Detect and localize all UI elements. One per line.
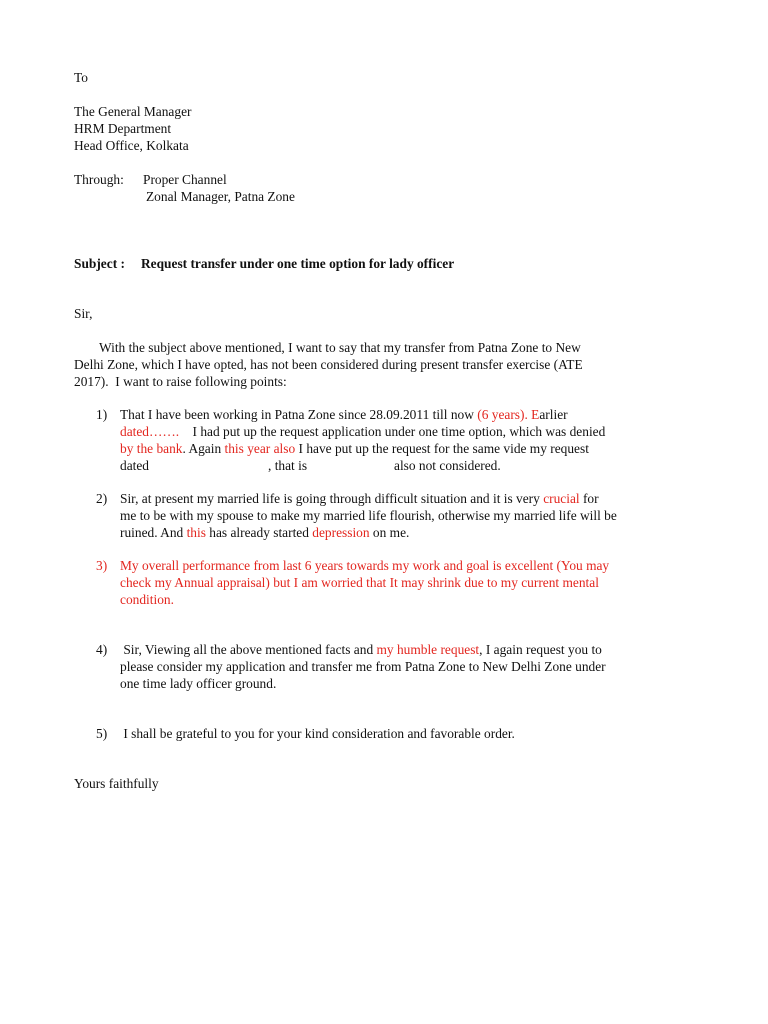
recipient-title: The General Manager bbox=[74, 104, 192, 119]
point-2-line-3 bbox=[120, 524, 409, 541]
text-run: Sir, at present my married life is going through difficult situation and it is very bbox=[120, 491, 544, 506]
point-4-line-2: please consider my application and transfer me from Patna Zone to New Delhi Zone under bbox=[120, 659, 606, 674]
highlight-run: (6 years). E bbox=[477, 407, 540, 422]
closing: Yours faithfully bbox=[74, 776, 159, 791]
highlight-run: my humble request bbox=[376, 642, 480, 657]
text-run: has already started bbox=[205, 525, 313, 540]
text-run: arlier bbox=[539, 407, 568, 422]
recipient-office: Head Office, Kolkata bbox=[74, 138, 189, 153]
subject-label: Subject : bbox=[74, 256, 125, 271]
text-run: That I have been working in Patna Zone since 28.09.2011 till now bbox=[120, 407, 478, 422]
point-1-line-4b: , that is bbox=[268, 458, 308, 473]
to-line: To bbox=[74, 70, 88, 85]
recipient-department: HRM Department bbox=[74, 121, 172, 136]
subject-text: Request transfer under one time option for lady officer bbox=[141, 256, 455, 271]
text-run: I had put up the request application under one time option, which was denied bbox=[179, 424, 606, 439]
point-4-line-3: one time lady officer ground. bbox=[120, 676, 277, 691]
intro-line-3: 2017). I want to raise following points: bbox=[74, 374, 287, 389]
intro-line-1: With the subject above mentioned, I want to say that my transfer from Patna Zone to New bbox=[99, 340, 581, 355]
point-1-line-2 bbox=[120, 423, 605, 440]
text-run: . Again bbox=[182, 441, 225, 456]
salutation: Sir, bbox=[74, 306, 93, 321]
point-3-number: 3) bbox=[96, 558, 108, 573]
highlight-run: this bbox=[186, 525, 206, 540]
point-3-line-1: My overall performance from last 6 years towards my work and goal is excellent (You may bbox=[120, 558, 610, 573]
point-1-line-4a: dated bbox=[120, 458, 149, 473]
text-run: I have put up the request for the same vide my request bbox=[295, 441, 589, 456]
point-1-line-3 bbox=[120, 440, 589, 457]
point-2-line-1 bbox=[120, 490, 599, 507]
through-line2: Zonal Manager, Patna Zone bbox=[146, 189, 295, 204]
text-run: Sir, Viewing all the above mentioned facts and bbox=[120, 642, 377, 657]
point-4-number: 4) bbox=[96, 642, 108, 657]
text-run: on me. bbox=[369, 525, 410, 540]
through-label: Through: bbox=[74, 172, 124, 187]
highlight-run: this year also bbox=[224, 441, 296, 456]
point-3-line-3: condition. bbox=[120, 592, 174, 607]
point-1-number: 1) bbox=[96, 407, 108, 422]
text-run: , I again request you to bbox=[479, 642, 602, 657]
point-5-number: 5) bbox=[96, 726, 108, 741]
text-run: ruined. And bbox=[120, 525, 187, 540]
through-line1: Proper Channel bbox=[143, 172, 227, 187]
text-run: for bbox=[579, 491, 599, 506]
highlight-run: crucial bbox=[543, 491, 580, 506]
point-2-number: 2) bbox=[96, 491, 108, 506]
point-3-line-2: check my Annual appraisal) but I am worried that It may shrink due to my current mental bbox=[120, 575, 599, 590]
highlight-run: dated……. bbox=[120, 424, 180, 439]
point-1-line-1 bbox=[120, 406, 568, 423]
intro-line-2: Delhi Zone, which I have opted, has not been considered during present transfer exercise (ATE bbox=[74, 357, 583, 372]
point-2-line-2: me to be with my spouse to make my married life flourish, otherwise my married life will be bbox=[120, 508, 617, 523]
highlight-run: by the bank bbox=[120, 441, 183, 456]
point-4-line-1 bbox=[120, 641, 602, 658]
point-1-line-4c: also not considered. bbox=[394, 458, 501, 473]
point-5-line-1: I shall be grateful to you for your kind consideration and favorable order. bbox=[120, 726, 515, 741]
highlight-run: depression bbox=[312, 525, 370, 540]
